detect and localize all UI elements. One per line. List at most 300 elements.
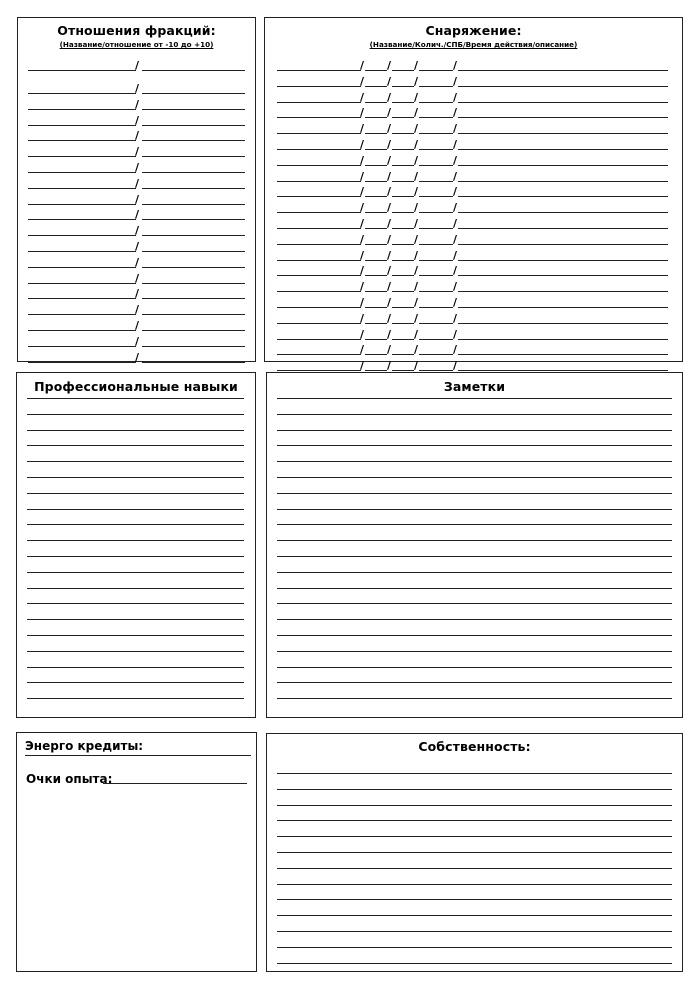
notes-panel — [266, 372, 683, 718]
separator-slash: / — [135, 350, 140, 364]
faction-name-line[interactable] — [28, 93, 136, 94]
faction-name-line[interactable] — [28, 251, 136, 252]
equipment-name-line[interactable] — [277, 86, 361, 87]
separator-slash: / — [135, 59, 140, 72]
skill-line[interactable] — [27, 461, 244, 462]
separator-slash: / — [414, 232, 419, 246]
skill-line[interactable] — [27, 445, 244, 446]
note-line[interactable] — [277, 398, 672, 399]
equipment-qty-line[interactable] — [365, 323, 387, 324]
equipment-name-line[interactable] — [277, 102, 361, 103]
separator-slash: / — [453, 311, 458, 325]
equipment-qty-line[interactable] — [365, 102, 387, 103]
faction-relation-line[interactable] — [142, 362, 245, 363]
equipment-spb-line[interactable] — [392, 354, 414, 355]
separator-slash: / — [360, 248, 365, 262]
faction-relation-line[interactable] — [142, 251, 245, 252]
property-line[interactable] — [277, 963, 672, 964]
note-line[interactable] — [277, 540, 672, 541]
equipment-time-line[interactable] — [419, 212, 453, 213]
skill-line[interactable] — [27, 698, 244, 699]
equipment-desc-line[interactable] — [458, 244, 668, 245]
separator-slash: / — [414, 74, 419, 88]
separator-slash: / — [135, 161, 140, 174]
equipment-time-line[interactable] — [419, 133, 453, 134]
equipment-desc-line[interactable] — [458, 102, 668, 103]
equipment-title: Снаряжение: — [425, 23, 522, 38]
note-line[interactable] — [277, 430, 672, 431]
separator-slash: / — [387, 153, 392, 167]
skill-line[interactable] — [27, 556, 244, 557]
faction-relation-line[interactable] — [142, 93, 245, 94]
equipment-spb-line[interactable] — [392, 133, 414, 134]
equipment-spb-line[interactable] — [392, 196, 414, 197]
faction-name-line[interactable] — [28, 330, 136, 331]
faction-relation-line[interactable] — [142, 156, 245, 157]
note-line[interactable] — [277, 682, 672, 683]
note-line[interactable] — [277, 603, 672, 604]
faction-relation-line[interactable] — [142, 314, 245, 315]
separator-slash: / — [135, 97, 140, 111]
separator-slash: / — [135, 271, 140, 285]
equipment-time-line[interactable] — [419, 86, 453, 87]
skills-panel — [16, 372, 256, 718]
note-line[interactable] — [277, 414, 672, 415]
separator-slash: / — [453, 232, 458, 246]
equipment-time-line[interactable] — [419, 260, 453, 261]
equipment-spb-line[interactable] — [392, 291, 414, 292]
note-line[interactable] — [277, 524, 672, 525]
separator-slash: / — [414, 359, 419, 373]
equipment-desc-line[interactable] — [458, 275, 668, 276]
equipment-spb-line[interactable] — [392, 102, 414, 103]
property-line[interactable] — [277, 836, 672, 837]
faction-name-line[interactable] — [28, 172, 136, 173]
skill-line[interactable] — [27, 524, 244, 525]
separator-slash: / — [453, 138, 458, 151]
separator-slash: / — [414, 138, 419, 151]
equipment-time-line[interactable] — [419, 70, 453, 71]
equipment-spb-line[interactable] — [392, 339, 414, 340]
separator-slash: / — [453, 296, 458, 309]
separator-slash: / — [414, 106, 419, 120]
equipment-name-line[interactable] — [277, 339, 361, 340]
separator-slash: / — [135, 319, 140, 332]
equipment-desc-line[interactable] — [458, 149, 668, 150]
property-line[interactable] — [277, 884, 672, 885]
property-line[interactable] — [277, 773, 672, 774]
separator-slash: / — [360, 311, 365, 325]
separator-slash: / — [360, 185, 365, 199]
equipment-qty-line[interactable] — [365, 196, 387, 197]
separator-slash: / — [453, 59, 458, 72]
equipment-spb-line[interactable] — [392, 117, 414, 118]
separator-slash: / — [414, 59, 419, 72]
equipment-qty-line[interactable] — [365, 86, 387, 87]
equipment-name-line[interactable] — [277, 291, 361, 292]
equipment-name-line[interactable] — [277, 275, 361, 276]
faction-relation-line[interactable] — [142, 109, 245, 110]
equipment-spb-line[interactable] — [392, 212, 414, 213]
property-title: Собственность: — [418, 739, 531, 754]
equipment-time-line[interactable] — [419, 149, 453, 150]
equipment-desc-line[interactable] — [458, 181, 668, 182]
separator-slash: / — [387, 106, 392, 120]
faction-name-line[interactable] — [28, 219, 136, 220]
skill-line[interactable] — [27, 667, 244, 668]
equipment-name-line[interactable] — [277, 165, 361, 166]
equipment-name-line[interactable] — [277, 117, 361, 118]
separator-slash: / — [414, 327, 419, 341]
separator-slash: / — [135, 129, 140, 143]
separator-slash: / — [360, 106, 365, 120]
separator-slash: / — [387, 169, 392, 183]
skill-line[interactable] — [27, 430, 244, 431]
energy-credits-label: Энерго кредиты: — [25, 739, 144, 753]
separator-slash: / — [387, 232, 392, 246]
equipment-qty-line[interactable] — [365, 133, 387, 134]
faction-name-line[interactable] — [28, 140, 136, 141]
separator-slash: / — [453, 359, 458, 373]
equipment-name-line[interactable] — [277, 228, 361, 229]
skill-line[interactable] — [27, 603, 244, 604]
equipment-time-line[interactable] — [419, 165, 453, 166]
equipment-time-line[interactable] — [419, 196, 453, 197]
separator-slash: / — [135, 303, 140, 317]
equipment-name-line[interactable] — [277, 149, 361, 150]
skill-line[interactable] — [27, 635, 244, 636]
separator-slash: / — [387, 138, 392, 151]
separator-slash: / — [414, 296, 419, 309]
faction-relation-line[interactable] — [142, 283, 245, 284]
note-line[interactable] — [277, 556, 672, 557]
separator-slash: / — [360, 90, 365, 104]
property-line[interactable] — [277, 820, 672, 821]
note-line[interactable] — [277, 477, 672, 478]
equipment-qty-line[interactable] — [365, 260, 387, 261]
equipment-desc-line[interactable] — [458, 196, 668, 197]
faction-relation-line[interactable] — [142, 125, 245, 126]
faction-relation-line[interactable] — [142, 70, 245, 71]
separator-slash: / — [360, 217, 365, 230]
equipment-qty-line[interactable] — [365, 70, 387, 71]
property-line[interactable] — [277, 915, 672, 916]
separator-slash: / — [360, 343, 365, 357]
skill-line[interactable] — [27, 572, 244, 573]
separator-slash: / — [414, 280, 419, 294]
equipment-qty-line[interactable] — [365, 307, 387, 308]
energy-credits-line[interactable] — [25, 755, 251, 756]
equipment-desc-line[interactable] — [458, 117, 668, 118]
equipment-name-line[interactable] — [277, 244, 361, 245]
equipment-desc-line[interactable] — [458, 165, 668, 166]
separator-slash: / — [453, 169, 458, 183]
equipment-spb-line[interactable] — [392, 165, 414, 166]
property-line[interactable] — [277, 868, 672, 869]
separator-slash: / — [387, 264, 392, 278]
faction-name-line[interactable] — [28, 314, 136, 315]
separator-slash: / — [135, 176, 140, 190]
equipment-name-line[interactable] — [277, 133, 361, 134]
faction-relation-line[interactable] — [142, 140, 245, 141]
equipment-qty-line[interactable] — [365, 149, 387, 150]
separator-slash: / — [453, 217, 458, 230]
faction-name-line[interactable] — [28, 298, 136, 299]
skill-line[interactable] — [27, 477, 244, 478]
credits-panel — [16, 732, 257, 972]
separator-slash: / — [387, 359, 392, 373]
equipment-qty-line[interactable] — [365, 339, 387, 340]
equipment-spb-line[interactable] — [392, 70, 414, 71]
property-line[interactable] — [277, 899, 672, 900]
equipment-qty-line[interactable] — [365, 354, 387, 355]
skill-line[interactable] — [27, 509, 244, 510]
separator-slash: / — [135, 287, 140, 301]
separator-slash: / — [360, 359, 365, 373]
equipment-desc-line[interactable] — [458, 323, 668, 324]
faction-relation-line[interactable] — [142, 235, 245, 236]
faction-name-line[interactable] — [28, 125, 136, 126]
property-line[interactable] — [277, 789, 672, 790]
equipment-name-line[interactable] — [277, 212, 361, 213]
property-line[interactable] — [277, 805, 672, 806]
note-line[interactable] — [277, 635, 672, 636]
separator-slash: / — [387, 217, 392, 230]
separator-slash: / — [360, 169, 365, 183]
equipment-qty-line[interactable] — [365, 228, 387, 229]
equipment-time-line[interactable] — [419, 307, 453, 308]
xp-label: Очки опыта: — [26, 772, 113, 786]
separator-slash: / — [453, 201, 458, 215]
equipment-spb-line[interactable] — [392, 86, 414, 87]
property-line[interactable] — [277, 852, 672, 853]
separator-slash: / — [414, 122, 419, 136]
separator-slash: / — [414, 201, 419, 215]
equipment-spb-line[interactable] — [392, 260, 414, 261]
equipment-spb-line[interactable] — [392, 275, 414, 276]
equipment-spb-line[interactable] — [392, 307, 414, 308]
note-line[interactable] — [277, 461, 672, 462]
faction-name-line[interactable] — [28, 109, 136, 110]
note-line[interactable] — [277, 445, 672, 446]
separator-slash: / — [360, 153, 365, 167]
separator-slash: / — [453, 106, 458, 120]
equipment-time-line[interactable] — [419, 117, 453, 118]
faction-relation-line[interactable] — [142, 204, 245, 205]
faction-relation-line[interactable] — [142, 172, 245, 173]
equipment-desc-line[interactable] — [458, 228, 668, 229]
equipment-name-line[interactable] — [277, 323, 361, 324]
separator-slash: / — [453, 153, 458, 167]
separator-slash: / — [360, 264, 365, 278]
separator-slash: / — [360, 138, 365, 151]
equipment-desc-line[interactable] — [458, 133, 668, 134]
separator-slash: / — [387, 248, 392, 262]
property-line[interactable] — [277, 947, 672, 948]
note-line[interactable] — [277, 509, 672, 510]
separator-slash: / — [360, 296, 365, 309]
faction-name-line[interactable] — [28, 283, 136, 284]
note-line[interactable] — [277, 619, 672, 620]
separator-slash: / — [414, 311, 419, 325]
equipment-qty-line[interactable] — [365, 212, 387, 213]
equipment-time-line[interactable] — [419, 354, 453, 355]
skill-line[interactable] — [27, 619, 244, 620]
skill-line[interactable] — [27, 540, 244, 541]
equipment-time-line[interactable] — [419, 291, 453, 292]
equipment-spb-line[interactable] — [392, 244, 414, 245]
equipment-subtitle: (Название/Колич./СПБ/Время действия/описание) — [369, 40, 578, 49]
faction-name-line[interactable] — [28, 346, 136, 347]
faction-relation-line[interactable] — [142, 267, 245, 268]
separator-slash: / — [414, 248, 419, 262]
separator-slash: / — [135, 192, 140, 206]
separator-slash: / — [135, 145, 140, 159]
separator-slash: / — [360, 122, 365, 136]
equipment-spb-line[interactable] — [392, 323, 414, 324]
skill-line[interactable] — [27, 682, 244, 683]
property-panel — [266, 733, 683, 972]
factions-subtitle: (Название/отношение от -10 до +10) — [59, 40, 214, 49]
equipment-time-line[interactable] — [419, 275, 453, 276]
equipment-spb-line[interactable] — [392, 228, 414, 229]
separator-slash: / — [135, 334, 140, 348]
separator-slash: / — [135, 208, 140, 222]
equipment-spb-line[interactable] — [392, 149, 414, 150]
equipment-qty-line[interactable] — [365, 275, 387, 276]
separator-slash: / — [414, 264, 419, 278]
separator-slash: / — [453, 74, 458, 88]
note-line[interactable] — [277, 698, 672, 699]
xp-line[interactable] — [103, 783, 247, 784]
separator-slash: / — [135, 224, 140, 238]
equipment-qty-line[interactable] — [365, 244, 387, 245]
equipment-qty-line[interactable] — [365, 117, 387, 118]
equipment-panel — [264, 17, 683, 373]
separator-slash: / — [360, 327, 365, 341]
faction-name-line[interactable] — [28, 267, 136, 268]
skill-line[interactable] — [27, 588, 244, 589]
separator-slash: / — [453, 343, 458, 357]
equipment-time-line[interactable] — [419, 181, 453, 182]
separator-slash: / — [387, 59, 392, 72]
skills-title: Профессиональные навыки — [34, 379, 238, 394]
faction-name-line[interactable] — [28, 188, 136, 189]
faction-name-line[interactable] — [28, 204, 136, 205]
separator-slash: / — [414, 90, 419, 104]
faction-name-line[interactable] — [28, 70, 136, 71]
separator-slash: / — [387, 280, 392, 294]
separator-slash: / — [453, 264, 458, 278]
equipment-name-line[interactable] — [277, 307, 361, 308]
equipment-time-line[interactable] — [419, 244, 453, 245]
property-line[interactable] — [277, 931, 672, 932]
separator-slash: / — [135, 255, 140, 269]
notes-title: Заметки — [443, 379, 506, 394]
equipment-qty-line[interactable] — [365, 165, 387, 166]
skill-line[interactable] — [27, 493, 244, 494]
separator-slash: / — [453, 248, 458, 262]
separator-slash: / — [453, 90, 458, 104]
equipment-desc-line[interactable] — [458, 86, 668, 87]
note-line[interactable] — [277, 667, 672, 668]
separator-slash: / — [453, 185, 458, 199]
separator-slash: / — [453, 327, 458, 341]
factions-title: Отношения фракций: — [57, 23, 216, 38]
faction-name-line[interactable] — [28, 156, 136, 157]
note-line[interactable] — [277, 572, 672, 573]
separator-slash: / — [414, 153, 419, 167]
note-line[interactable] — [277, 493, 672, 494]
equipment-name-line[interactable] — [277, 70, 361, 71]
equipment-desc-line[interactable] — [458, 70, 668, 71]
equipment-time-line[interactable] — [419, 323, 453, 324]
equipment-desc-line[interactable] — [458, 291, 668, 292]
separator-slash: / — [360, 232, 365, 246]
equipment-qty-line[interactable] — [365, 181, 387, 182]
equipment-name-line[interactable] — [277, 196, 361, 197]
separator-slash: / — [135, 240, 140, 253]
separator-slash: / — [414, 343, 419, 357]
separator-slash: / — [135, 113, 140, 127]
equipment-desc-line[interactable] — [458, 339, 668, 340]
faction-relation-line[interactable] — [142, 346, 245, 347]
equipment-name-line[interactable] — [277, 354, 361, 355]
separator-slash: / — [453, 280, 458, 294]
equipment-desc-line[interactable] — [458, 212, 668, 213]
skill-line[interactable] — [27, 651, 244, 652]
equipment-spb-line[interactable] — [392, 181, 414, 182]
faction-name-line[interactable] — [28, 235, 136, 236]
separator-slash: / — [387, 185, 392, 199]
skill-line[interactable] — [27, 414, 244, 415]
faction-name-line[interactable] — [28, 362, 136, 363]
separator-slash: / — [414, 217, 419, 230]
separator-slash: / — [453, 122, 458, 136]
faction-relation-line[interactable] — [142, 188, 245, 189]
separator-slash: / — [360, 280, 365, 294]
equipment-qty-line[interactable] — [365, 291, 387, 292]
separator-slash: / — [360, 59, 365, 72]
separator-slash: / — [135, 82, 140, 95]
skill-line[interactable] — [27, 398, 244, 399]
separator-slash: / — [387, 201, 392, 215]
equipment-name-line[interactable] — [277, 181, 361, 182]
separator-slash: / — [414, 169, 419, 183]
equipment-desc-line[interactable] — [458, 260, 668, 261]
equipment-time-line[interactable] — [419, 102, 453, 103]
separator-slash: / — [387, 311, 392, 325]
separator-slash: / — [387, 122, 392, 136]
separator-slash: / — [387, 327, 392, 341]
separator-slash: / — [387, 296, 392, 309]
faction-relation-line[interactable] — [142, 219, 245, 220]
equipment-name-line[interactable] — [277, 260, 361, 261]
separator-slash: / — [360, 201, 365, 215]
equipment-desc-line[interactable] — [458, 307, 668, 308]
separator-slash: / — [387, 74, 392, 88]
separator-slash: / — [360, 74, 365, 88]
separator-slash: / — [387, 343, 392, 357]
equipment-desc-line[interactable] — [458, 354, 668, 355]
factions-panel — [17, 17, 256, 362]
equipment-time-line[interactable] — [419, 228, 453, 229]
note-line[interactable] — [277, 651, 672, 652]
equipment-time-line[interactable] — [419, 339, 453, 340]
note-line[interactable] — [277, 588, 672, 589]
faction-relation-line[interactable] — [142, 298, 245, 299]
faction-relation-line[interactable] — [142, 330, 245, 331]
